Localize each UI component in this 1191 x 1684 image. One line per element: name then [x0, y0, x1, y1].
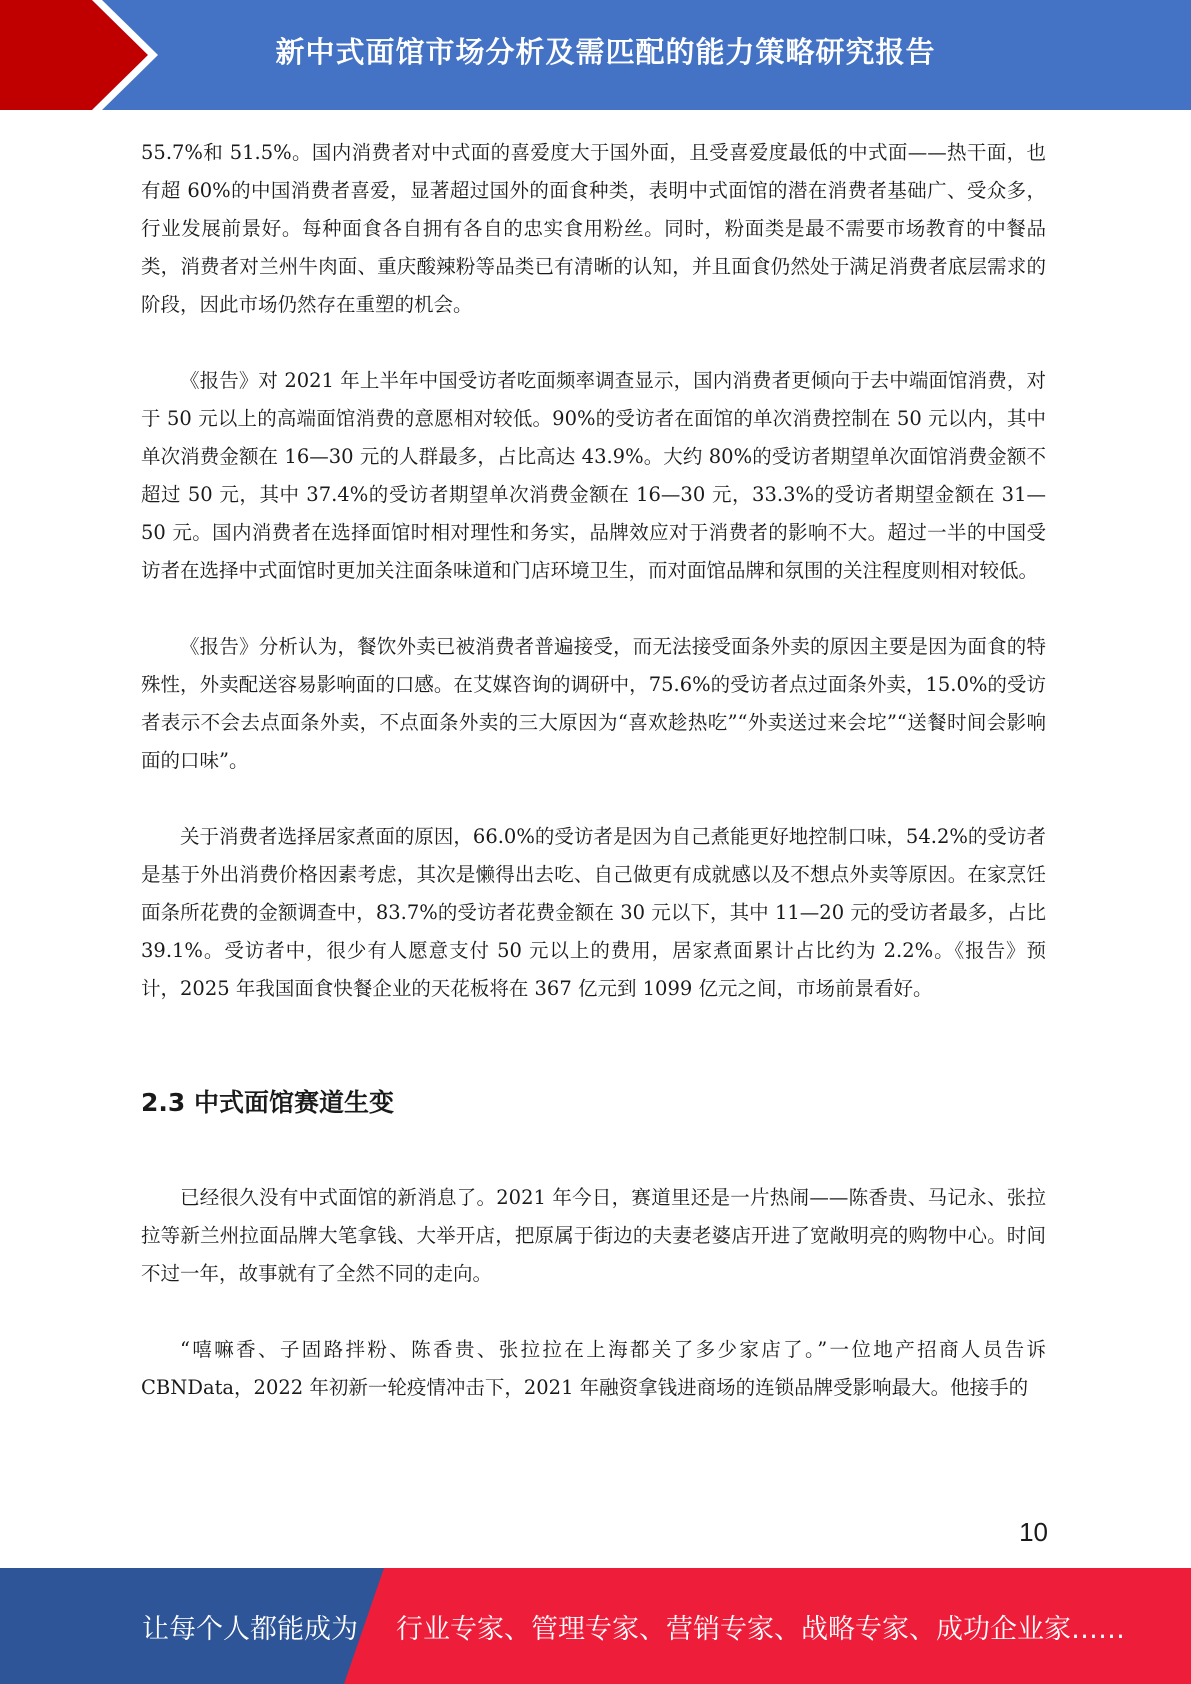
page-footer	[0, 1568, 1191, 1684]
body-paragraph-2: 《报告》对 2021 年上半年中国受访者吃面频率调查显示，国内消费者更倾向于去中端面馆消费，对于 50 元以上的高端面馆消费的意愿相对较低。90%的受访者在面馆的单次消费控制在 50 元以内，其中单次消费金额在 16—30 元的人群最多，占比高达 43.9%。大约 80%的受访者期望单次面馆消费金额不超过 50 元，其中 37.4%的受访者期望单次消费金额在 16—30 元，33.3%的受访者期望金额在 31—50 元。国内消费者在选择面馆时相对理性和务实，品牌效应对于消费者的影响不大。超过一半的中国受访者在选择中式面馆时更加关注面条味道和门店环境卫生，而对面馆品牌和氛围的关注程度则相对较低。	[141, 369, 1046, 582]
body-paragraph-4: 关于消费者选择居家煮面的原因，66.0%的受访者是因为自己煮能更好地控制口味，54.2%的受访者是基于外出消费价格因素考虑，其次是懒得出去吃、自己做更有成就感以及不想点外卖等原因。在家烹饪面条所花费的金额调查中，83.7%的受访者花费金额在 30 元以下，其中 11—20 元的受访者最多，占比 39.1%。受访者中，很少有人愿意支付 50 元以上的费用，居家煮面累计占比约为 2.2%。《报告》预计，2025 年我国面食快餐企业的天花板将在 367 亿元到 1099 亿元之间，市场前景看好。	[141, 825, 1046, 1000]
page-number: 10	[1019, 1517, 1048, 1547]
report-title: 新中式面馆市场分析及需匹配的能力策略研究报告	[275, 34, 936, 69]
section-paragraph-2: “嘻嘛香、子固路拌粉、陈香贵、张拉拉在上海都关了多少家店了。”一位地产招商人员告诉 CBNData，2022 年初新一轮疫情冲击下，2021 年融资拿钱进商场的连锁品牌受影响最大。他接手的	[141, 1338, 1046, 1399]
page-header	[0, 0, 1191, 110]
body-paragraph-1: 55.7%和 51.5%。国内消费者对中式面的喜爱度大于国外面，且受喜爱度最低的中式面——热干面，也有超 60%的中国消费者喜爱，显著超过国外的面食种类，表明中式面馆的潜在消费者基础广、受众多，行业发展前景好。每种面食各自拥有各自的忠实食用粉丝。同时，粉面类是最不需要市场教育的中餐品类，消费者对兰州牛肉面、重庆酸辣粉等品类已有清晰的认知，并且面食仍然处于满足消费者底层需求的阶段，因此市场仍然存在重塑的机会。	[141, 141, 1046, 316]
section-paragraph-1: 已经很久没有中式面馆的新消息了。2021 年今日，赛道里还是一片热闹——陈香贵、马记永、张拉拉等新兰州拉面品牌大笔拿钱、大举开店，把原属于街边的夫妻老婆店开进了宽敞明亮的购物中心。时间不过一年，故事就有了全然不同的走向。	[141, 1186, 1046, 1285]
body-paragraph-3: 《报告》分析认为，餐饮外卖已被消费者普遍接受，而无法接受面条外卖的原因主要是因为面食的特殊性，外卖配送容易影响面的口感。在艾媒咨询的调研中，75.6%的受访者点过面条外卖，15.0%的受访者表示不会去点面条外卖，不点面条外卖的三大原因为“喜欢趁热吃”“外卖送过来会坨”“送餐时间会影响面的口味”。	[141, 635, 1046, 772]
document-body	[141, 134, 1046, 1407]
footer-slogan-right: 行业专家、管理专家、营销专家、战略专家、成功企业家……	[396, 1613, 1125, 1645]
footer-slogan-left: 让每个人都能成为	[142, 1613, 358, 1645]
section-heading: 2.3 中式面馆赛道生变	[141, 1088, 394, 1117]
